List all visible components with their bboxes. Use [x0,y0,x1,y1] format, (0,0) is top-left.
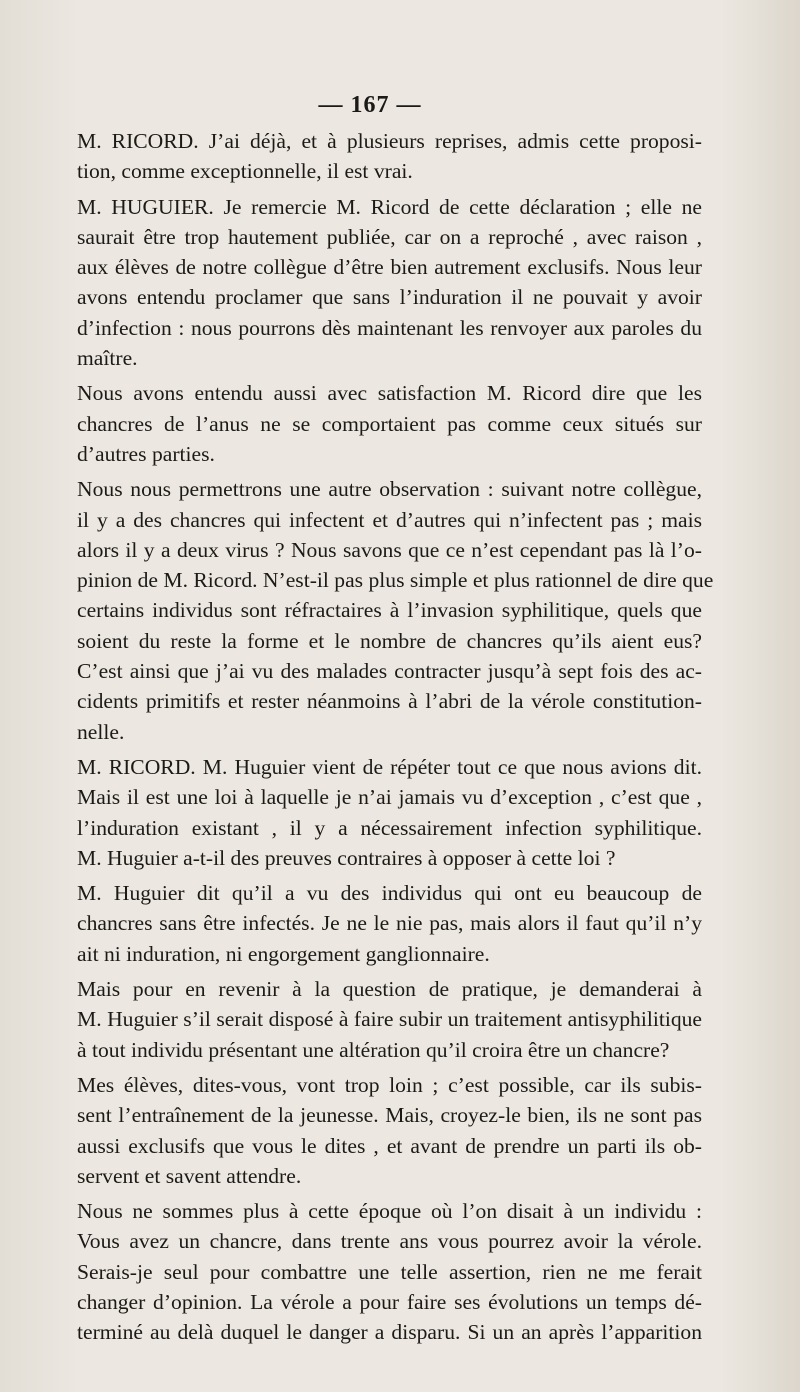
text-line: maître. [77,346,138,371]
text-line: saurait être trop hautement publiée, car on a reproché , avec raison , [77,224,702,249]
text-line: Mes élèves, dites-vous, vont trop loin ; c’est possible, car ils subis- [77,1072,702,1097]
text-line: M. HUGUIER. Je remercie M. Ricord de cette déclaration ; elle ne [77,194,702,219]
text-line: l’induration existant , il y a nécessairement infection syphilitique. [77,815,702,840]
text-line: certains individus sont réfractaires à l’invasion syphilitique, quels que [77,598,702,623]
text-line: terminé au delà duquel le danger a disparu. Si un an après l’apparition [77,1320,702,1345]
paragraph [77,974,702,1065]
text-line: M. Huguier s’il serait disposé à faire subir un traitement antisyphilitique [77,1007,702,1032]
text-line: d’infection : nous pourrons dès maintenant les renvoyer aux paroles du [77,315,702,340]
paragraph [77,752,702,873]
paragraph [77,1070,702,1191]
paragraph [77,878,702,969]
text-line: Mais pour en revenir à la question de pratique, je demanderai à [77,977,702,1002]
text-line: alors il y a deux virus ? Nous savons que ce n’est cependant pas là l’o- [77,537,702,562]
text-line: Mais il est une loi à laquelle je n’ai jamais vu d’exception , c’est que , [77,785,702,810]
text-line: Serais-je seul pour combattre une telle assertion, rien ne me ferait [77,1259,702,1284]
text-line: chancres de l’anus ne se comportaient pas comme ceux situés sur [77,411,702,436]
text-line: aux élèves de notre collègue d’être bien autrement exclusifs. Nous leur [77,255,702,280]
text-line: changer d’opinion. La vérole a pour faire ses évolutions un temps dé- [77,1289,702,1314]
text-line: à tout individu présentant une altération qu’il croira être un chancre? [77,1037,670,1062]
text-line: servent et savent attendre. [77,1163,302,1188]
text-line: tion, comme exceptionnelle, il est vrai. [77,159,413,184]
paragraph [77,378,702,469]
text-line: sent l’entraînement de la jeunesse. Mais, croyez-le bien, ils ne sont pas [77,1103,702,1128]
text-line: cidents primitifs et rester néanmoins à l’abri de la vérole constitution- [77,689,702,714]
paragraph [77,474,714,747]
page-number: — 167 — [318,92,422,118]
text-line: d’autres parties. [77,441,215,466]
paragraph [77,192,702,374]
text-line: aussi exclusifs que vous le dites , et avant de prendre un parti ils ob- [77,1133,702,1158]
text-line: pinion de M. Ricord. N’est-il pas plus simple et plus rationnel de dire que [77,568,714,593]
body-text [77,126,714,1348]
text-line: Nous avons entendu aussi avec satisfaction M. Ricord dire que les [77,381,702,406]
text-line: il y a des chancres qui infectent et d’autres qui n’infectent pas ; mais [77,507,702,532]
text-line: M. RICORD. M. Huguier vient de répéter tout ce que nous avions dit. [77,754,702,779]
text-line: Vous avez un chancre, dans trente ans vous pourrez avoir la vérole. [77,1229,702,1254]
text-line: C’est ainsi que j’ai vu des malades contracter jusqu’à sept fois des ac- [77,659,702,684]
text-line: ait ni induration, ni engorgement ganglionnaire. [77,941,490,966]
text-line: nelle. [77,719,125,744]
text-line: M. Huguier dit qu’il a vu des individus qui ont eu beaucoup de [77,881,702,906]
text-line: avons entendu proclamer que sans l’induration il ne pouvait y avoir [77,285,702,310]
text-line: soient du reste la forme et le nombre de chancres qu’ils aient eus? [77,628,702,653]
text-line: Nous nous permettrons une autre observation : suivant notre collègue, [77,477,702,502]
paragraph [77,1196,702,1347]
text-line: chancres sans être infectés. Je ne le nie pas, mais alors il faut qu’il n’y [77,911,702,936]
text-line: Nous ne sommes plus à cette époque où l’on disait à un individu : [77,1199,702,1224]
paragraph [77,126,702,187]
text-line: M. Huguier a-t-il des preuves contraires à opposer à cette loi ? [77,845,616,870]
text-line: M. RICORD. J’ai déjà, et à plusieurs reprises, admis cette proposi- [77,129,702,153]
